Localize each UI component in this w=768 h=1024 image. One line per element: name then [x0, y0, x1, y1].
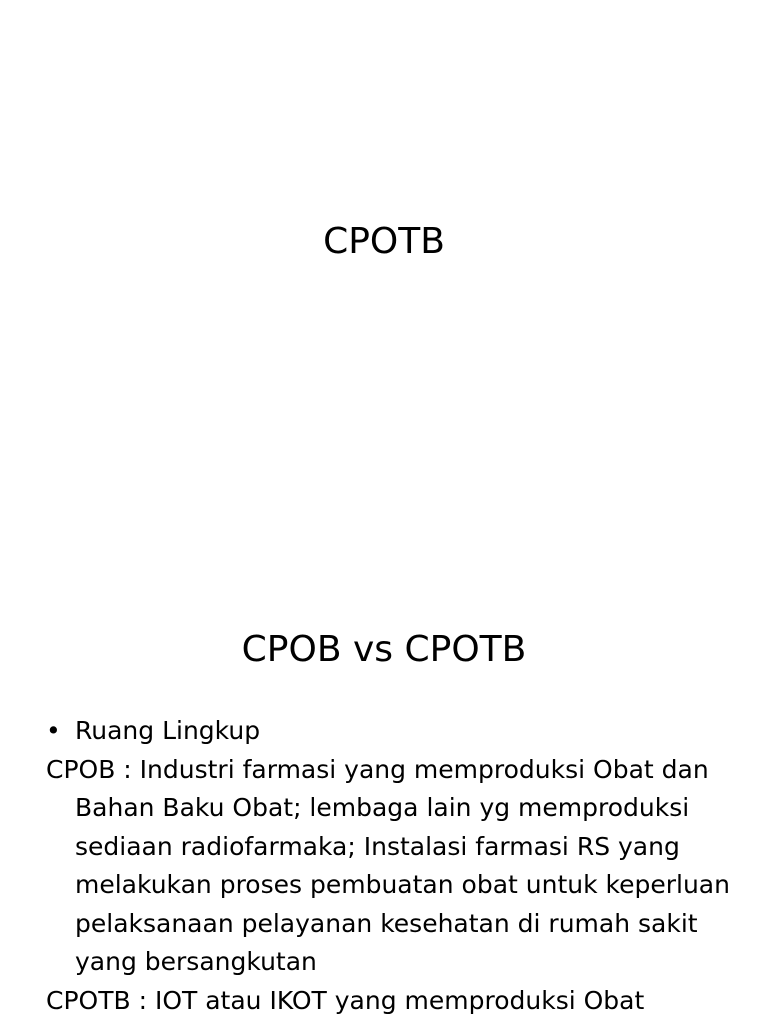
paragraph-cpob: CPOB : Industri farmasi yang memproduksi Obat dan Bahan Baku Obat; lembaga lain yg memproduksi sediaan radiofarmaka; Instalasi farmasi RS yang melakukan proses pembuatan obat untuk keperluan pelaksanaan pelayanan kesehatan di rumah sakit yang bersangkutan: [46, 754, 730, 976]
bullet-text: Ruang Lingkup: [75, 716, 261, 745]
paragraph-cpotb: CPOTB : IOT atau IKOT yang memproduksi Obat: [46, 985, 645, 1015]
bullet-item: [46, 712, 736, 751]
slide-2-title: CPOB vs CPOTB: [241, 629, 527, 670]
bullet-symbol: •: [46, 716, 61, 745]
slide-1-title: CPOTB: [323, 221, 445, 262]
slide-2: [0, 576, 768, 1024]
slide-2-body: [46, 712, 736, 1020]
